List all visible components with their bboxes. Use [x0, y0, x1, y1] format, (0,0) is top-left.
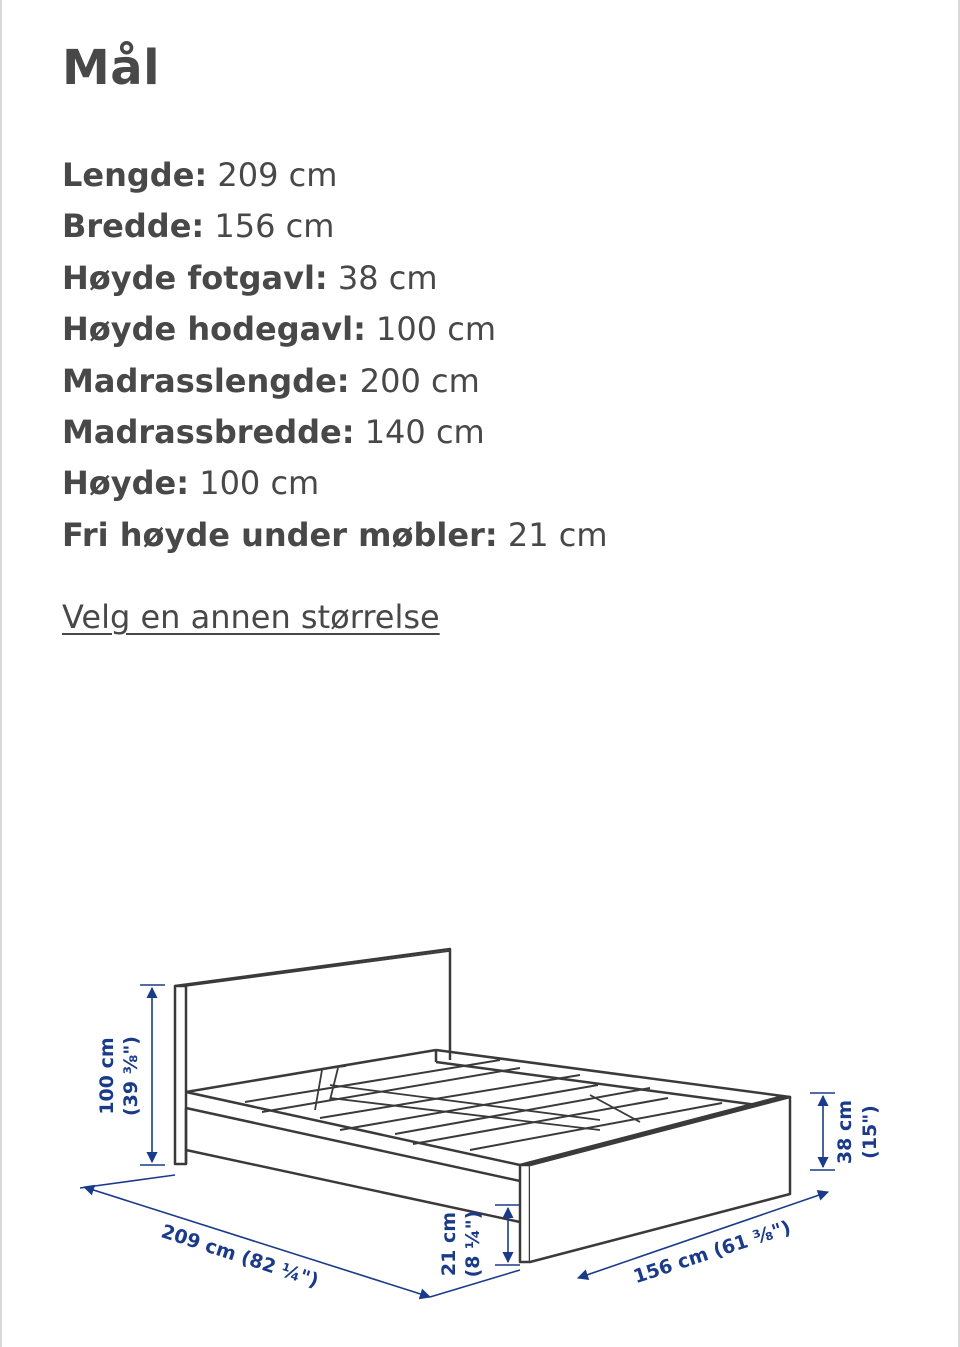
spec-label: Madrasslengde: [62, 361, 350, 400]
spec-value: 100 cm [376, 310, 497, 349]
clearance-inch: (8 ¼") [462, 1210, 484, 1278]
spec-row-height [62, 458, 607, 509]
spec-row-width [62, 201, 607, 252]
spec-label: Madrassbredde: [62, 412, 355, 451]
headboard-height-cm: 100 cm [96, 1037, 118, 1115]
spec-value: 209 cm [217, 156, 338, 194]
length-label: 209 cm (82 ¼") [158, 1220, 322, 1293]
clearance-cm: 21 cm [438, 1211, 460, 1277]
change-size-link[interactable]: Velg en annen størrelse [62, 598, 440, 636]
spec-value: 200 cm [359, 361, 480, 400]
footboard-height-inch: (15") [859, 1105, 881, 1159]
spec-value: 21 cm [507, 515, 608, 554]
spec-value: 140 cm [364, 412, 485, 451]
spec-value: 100 cm [199, 464, 320, 503]
width-label: 156 cm (61 ⅜") [630, 1216, 794, 1289]
headboard-height-inch: (39 ⅜") [120, 1036, 142, 1116]
bed-dimension-diagram [0, 930, 960, 1347]
spec-label: Lengde: [62, 156, 208, 194]
dimension-list [62, 150, 607, 561]
spec-row-headboard-height [62, 304, 607, 355]
spec-value: 38 cm [337, 258, 438, 297]
spec-label: Høyde fotgavl: [62, 258, 328, 297]
spec-row-mattress-length [62, 356, 607, 407]
spec-label: Bredde: [62, 207, 205, 246]
footboard-height-cm: 38 cm [834, 1099, 856, 1165]
spec-label: Fri høyde under møbler: [62, 515, 498, 554]
spec-row-length [62, 150, 607, 201]
section-title: Mål [62, 40, 161, 96]
spec-label: Høyde hodegavl: [62, 310, 366, 349]
spec-row-clearance [62, 510, 607, 561]
spec-row-footboard-height [62, 253, 607, 304]
spec-row-mattress-width [62, 407, 607, 458]
spec-value: 156 cm [214, 207, 335, 246]
spec-label: Høyde: [62, 464, 190, 503]
